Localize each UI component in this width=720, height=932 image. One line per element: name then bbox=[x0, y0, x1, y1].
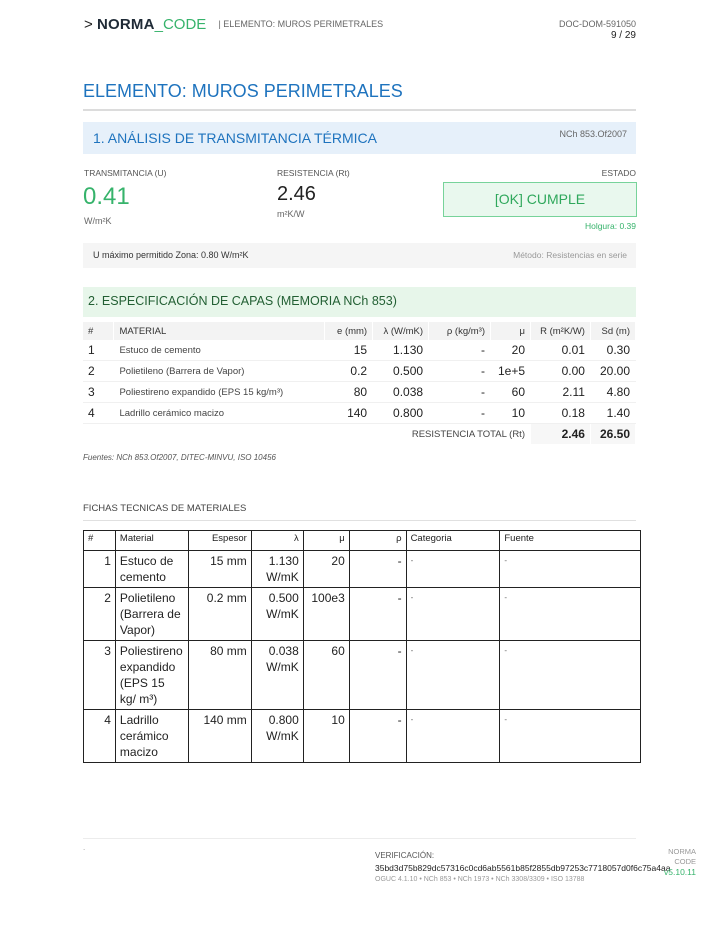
brand-accent: _CODE bbox=[154, 16, 207, 33]
cell-material: Estuco de cemento bbox=[115, 551, 188, 588]
col-density: ρ (kg/m³) bbox=[429, 322, 491, 340]
section2-title: 2. ESPECIFICACIÓN DE CAPAS (MEMORIA NCh 853) bbox=[88, 294, 397, 308]
footer-logo-line1: NORMA bbox=[668, 847, 696, 856]
method-note: Método: Resistencias en serie bbox=[513, 250, 627, 260]
cell-lambda: 1.130 W/mK bbox=[251, 551, 303, 588]
page-title: ELEMENTO: MUROS PERIMETRALES bbox=[83, 81, 403, 101]
col-lambda: λ (W/mK) bbox=[373, 322, 429, 340]
cell-density: - bbox=[429, 361, 491, 382]
standards-list: OGUC 4.1.10 • NCh 853 • NCh 1973 • NCh 3308/3309 • ISO 13788 bbox=[375, 876, 585, 883]
layers-header-row bbox=[83, 322, 636, 340]
cell-lambda: 0.500 bbox=[373, 361, 429, 382]
cell-material: Polietileno (Barrera de Vapor) bbox=[114, 361, 325, 382]
cell-fuente: - bbox=[500, 588, 641, 641]
cell-resistance: 2.11 bbox=[531, 382, 591, 403]
document-meta bbox=[559, 18, 636, 42]
section1-norm: NCh 853.Of2007 bbox=[559, 129, 627, 139]
holgura-value: Holgura: 0.39 bbox=[584, 221, 636, 231]
fichas-divider bbox=[83, 520, 636, 521]
cell-mu: 10 bbox=[491, 403, 531, 424]
cell-categoria: - bbox=[406, 641, 500, 710]
cell-thickness: 0.2 bbox=[325, 361, 373, 382]
document-id: DOC-DOM-591050 bbox=[558, 19, 636, 29]
col-material: Material bbox=[115, 531, 188, 551]
cell-index: 3 bbox=[84, 641, 116, 710]
cell-categoria: - bbox=[406, 588, 500, 641]
col-lambda: λ bbox=[251, 531, 303, 551]
cell-lambda: 0.500 W/mK bbox=[251, 588, 303, 641]
cell-resistance: 0.01 bbox=[531, 340, 591, 361]
total-resistance: 2.46 bbox=[531, 424, 591, 445]
header-section-label: | ELEMENTO: MUROS PERIMETRALES bbox=[218, 19, 384, 29]
cell-lambda: 0.800 bbox=[373, 403, 429, 424]
col-mu: μ bbox=[303, 531, 349, 551]
col-index: # bbox=[83, 322, 114, 340]
cell-index: 3 bbox=[83, 382, 114, 403]
cell-thickness: 80 bbox=[325, 382, 373, 403]
r-value: 2.46 bbox=[277, 183, 316, 205]
section2-header bbox=[83, 287, 636, 317]
brand-prefix: > bbox=[84, 16, 93, 33]
limit-note bbox=[83, 243, 636, 268]
table-row bbox=[84, 551, 641, 588]
u-value: 0.41 bbox=[83, 183, 130, 210]
fichas-table bbox=[83, 530, 641, 763]
cell-mu: 100e3 bbox=[303, 588, 349, 641]
cell-index: 1 bbox=[84, 551, 116, 588]
cell-sd: 1.40 bbox=[590, 403, 635, 424]
page-number: 9 / 29 bbox=[610, 30, 636, 41]
status-label: ESTADO bbox=[601, 168, 636, 178]
version-label: v5.10.11 bbox=[664, 867, 696, 877]
cell-espesor: 140 mm bbox=[188, 710, 251, 763]
cell-rho: - bbox=[349, 641, 406, 710]
r-unit: m²K/W bbox=[277, 209, 305, 219]
layers-table bbox=[83, 322, 636, 444]
cell-sd: 0.30 bbox=[590, 340, 635, 361]
cell-resistance: 0.00 bbox=[531, 361, 591, 382]
cell-espesor: 0.2 mm bbox=[188, 588, 251, 641]
cell-rho: - bbox=[349, 551, 406, 588]
cell-material: Ladrillo cerámico macizo bbox=[114, 403, 325, 424]
cell-thickness: 140 bbox=[325, 403, 373, 424]
table-row bbox=[83, 403, 636, 424]
cell-resistance: 0.18 bbox=[531, 403, 591, 424]
cell-mu: 1e+5 bbox=[491, 361, 531, 382]
cell-density: - bbox=[429, 382, 491, 403]
col-material: MATERIAL bbox=[114, 322, 325, 340]
cell-thickness: 15 bbox=[325, 340, 373, 361]
cell-fuente: - bbox=[500, 710, 641, 763]
cell-material: Estuco de cemento bbox=[114, 340, 325, 361]
total-label: RESISTENCIA TOTAL (Rt) bbox=[83, 424, 531, 445]
u-unit: W/m²K bbox=[84, 216, 112, 226]
section1-title: 1. ANÁLISIS DE TRANSMITANCIA TÉRMICA bbox=[93, 130, 377, 146]
table-row bbox=[83, 340, 636, 361]
fichas-title: FICHAS TECNICAS DE MATERIALES bbox=[83, 503, 247, 514]
cell-index: 4 bbox=[83, 403, 114, 424]
brand-name: NORMA bbox=[96, 16, 155, 33]
col-espesor: Espesor bbox=[188, 531, 251, 551]
col-mu: μ bbox=[491, 322, 531, 340]
verification-hash: 35bd3d75b829dc57316c0cd6ab5561b85f2855db97253c7718057d0f6c75a4aa bbox=[375, 863, 671, 873]
title-divider bbox=[83, 109, 636, 111]
verification-block bbox=[375, 850, 670, 886]
cell-espesor: 15 mm bbox=[188, 551, 251, 588]
col-thickness: e (mm) bbox=[325, 322, 373, 340]
verification-label: VERIFICACIÓN: bbox=[375, 851, 435, 860]
footer-logo bbox=[664, 847, 696, 877]
cell-fuente: - bbox=[500, 641, 641, 710]
cell-lambda: 0.038 W/mK bbox=[251, 641, 303, 710]
cell-rho: - bbox=[349, 710, 406, 763]
cell-index: 2 bbox=[83, 361, 114, 382]
col-sd: Sd (m) bbox=[590, 322, 635, 340]
footer-divider bbox=[83, 838, 636, 839]
col-resistance: R (m²K/W) bbox=[531, 322, 591, 340]
cell-lambda: 0.038 bbox=[373, 382, 429, 403]
cell-material: Polietileno (Barrera de Vapor) bbox=[115, 588, 188, 641]
cell-density: - bbox=[429, 403, 491, 424]
r-label: RESISTENCIA (Rt) bbox=[277, 168, 350, 178]
status-badge: [OK] CUMPLE bbox=[443, 182, 637, 217]
cell-density: - bbox=[429, 340, 491, 361]
fichas-header-row bbox=[84, 531, 641, 551]
cell-lambda: 0.800 W/mK bbox=[251, 710, 303, 763]
cell-mu: 20 bbox=[491, 340, 531, 361]
cell-material: Poliestireno expandido (EPS 15 kg/m³) bbox=[114, 382, 325, 403]
cell-material: Poliestireno expandido (EPS 15 kg/ m³) bbox=[115, 641, 188, 710]
col-index: # bbox=[84, 531, 116, 551]
cell-material: Ladrillo cerámico macizo bbox=[115, 710, 188, 763]
footer-logo-line2: CODE bbox=[674, 857, 696, 866]
cell-categoria: - bbox=[406, 551, 500, 588]
footer-mark: . bbox=[83, 843, 86, 852]
col-categoria: Categoria bbox=[406, 531, 500, 551]
limit-note-text: U máximo permitido Zona: 0.80 W/m²K bbox=[93, 250, 249, 260]
table-row bbox=[83, 361, 636, 382]
cell-lambda: 1.130 bbox=[373, 340, 429, 361]
table-row bbox=[84, 641, 641, 710]
cell-espesor: 80 mm bbox=[188, 641, 251, 710]
sources-note: Fuentes: NCh 853.Of2007, DITEC-MINVU, ISO 10456 bbox=[83, 453, 276, 462]
total-sd: 26.50 bbox=[590, 424, 635, 445]
cell-fuente: - bbox=[500, 551, 641, 588]
table-row bbox=[84, 710, 641, 763]
table-row bbox=[84, 588, 641, 641]
total-row bbox=[83, 424, 636, 445]
cell-rho: - bbox=[349, 588, 406, 641]
col-fuente: Fuente bbox=[500, 531, 641, 551]
cell-index: 4 bbox=[84, 710, 116, 763]
cell-sd: 20.00 bbox=[590, 361, 635, 382]
section1-header bbox=[83, 122, 636, 154]
cell-mu: 10 bbox=[303, 710, 349, 763]
u-label: TRANSMITANCIA (U) bbox=[84, 168, 167, 178]
table-row bbox=[83, 382, 636, 403]
cell-index: 1 bbox=[83, 340, 114, 361]
cell-sd: 4.80 bbox=[590, 382, 635, 403]
col-rho: ρ bbox=[349, 531, 406, 551]
cell-mu: 60 bbox=[303, 641, 349, 710]
cell-index: 2 bbox=[84, 588, 116, 641]
cell-categoria: - bbox=[406, 710, 500, 763]
cell-mu: 20 bbox=[303, 551, 349, 588]
cell-mu: 60 bbox=[491, 382, 531, 403]
brand-logo bbox=[84, 16, 383, 33]
